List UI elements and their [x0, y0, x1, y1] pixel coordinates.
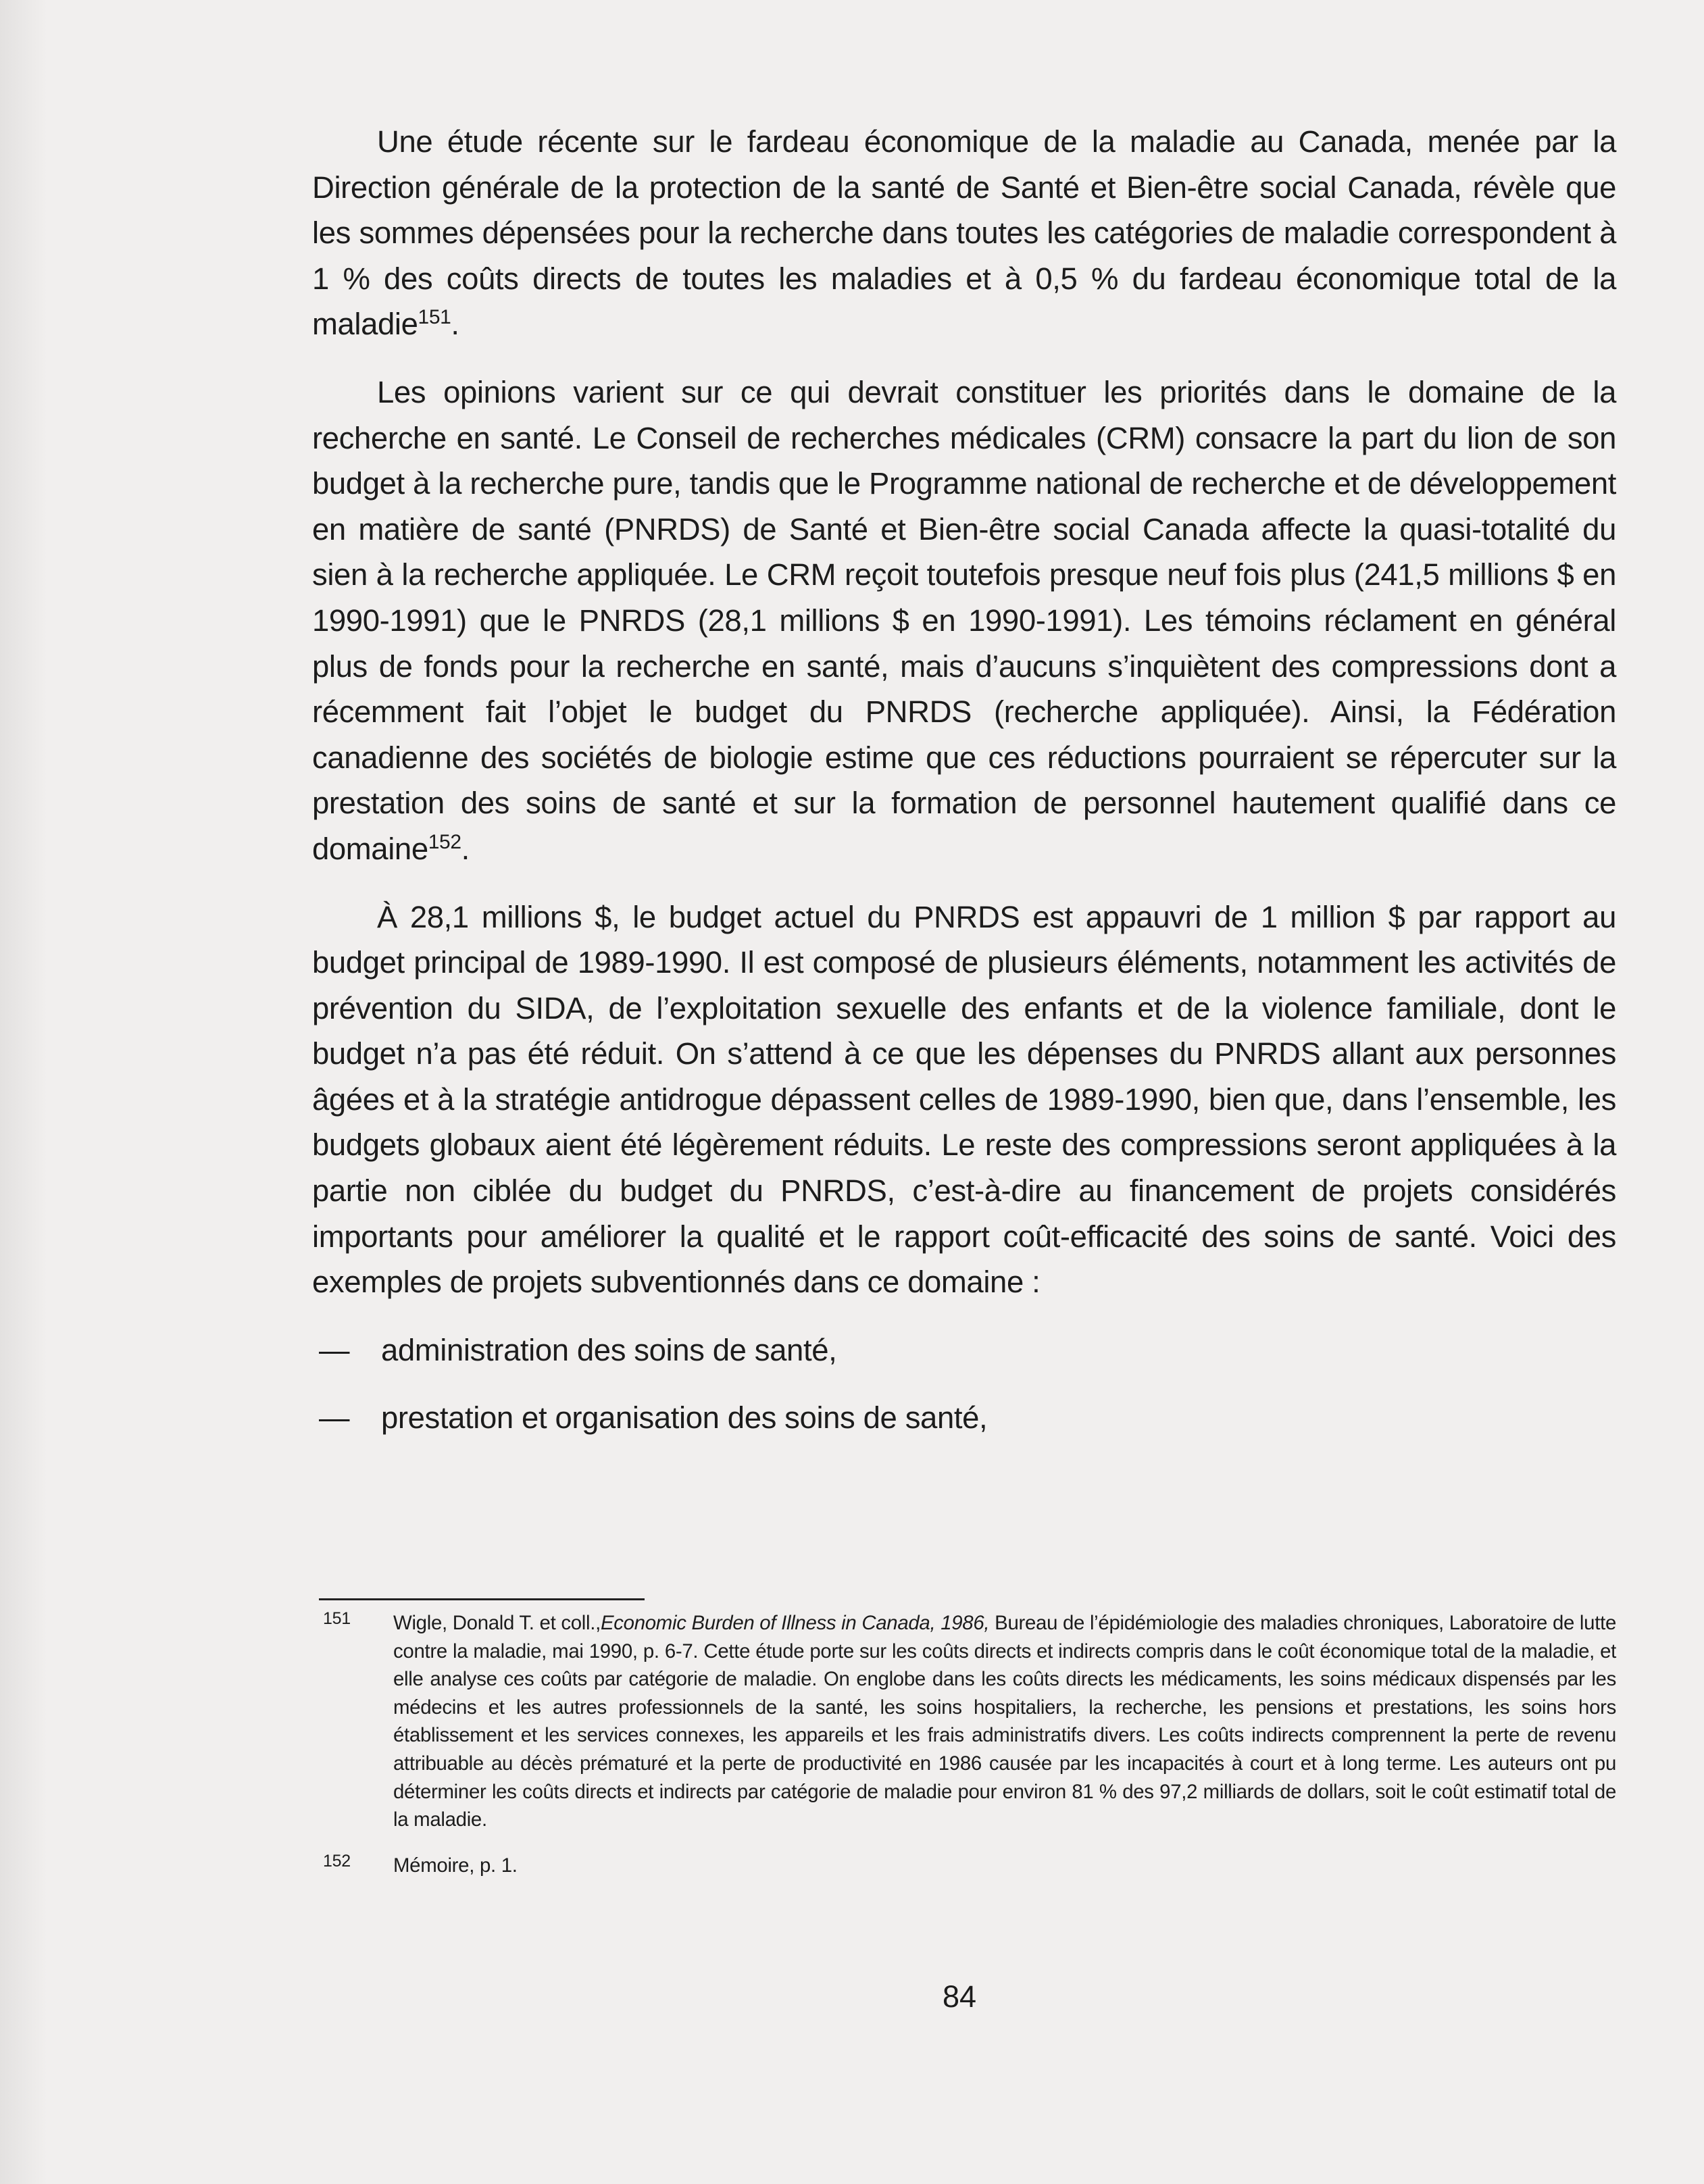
list-dash: — — [319, 1332, 350, 1367]
footnote-ref-151: 151 — [418, 306, 451, 329]
list-item — [312, 1395, 1616, 1441]
paragraph-3-text: À 28,1 millions $, le budget actuel du PNRDS est appauvri de 1 million $ par rapport au budget principal de 1989-1990. Il est composé de plusieurs éléments, notamment les activités de prévention du SIDA, de l’exploitation sexuelle des enfants et de la violence familiale, dont le budget n’a pas été réduit. On s’attend à ce que les dépenses du PNRDS allant aux personnes âgées et à la stratégie antidrogue dépassent celles de 1989-1990, bien que, dans l’ensemble, les budgets globaux aient été légèrement réduits. Le reste des compressions seront appliquées à la partie non ciblée du budget du PNRDS, c’est-à-dire au financement de projets considérés importants pour améliorer la qualité et le rapport coût-efficacité des soins de santé. Voici des exemples de projets subventionnés dans ce domaine : — [312, 899, 1616, 1300]
list-item-text: prestation et organisation des soins de santé, — [381, 1400, 988, 1436]
footnote-152 — [319, 1852, 1616, 1880]
paragraph-2-text: Les opinions varient sur ce qui devrait constituer les priorités dans le domaine de la recherche en santé. Le Conseil de recherches médicales (CRM) consacre la part du lion de son budget à la recherche pure, tandis que le Programme national de recherche et de développement en matière de santé (PNRDS) de Santé et Bien-être social Canada affecte la quasi-totalité du sien à la recherche appliquée. Le CRM reçoit toutefois presque neuf fois plus (241,5 millions $ en 1990-1991) que le PNRDS (28,1 millions $ en 1990-1991). Les témoins réclament en général plus de fonds pour la recherche en santé, mais d’aucuns s’inquiètent des compressions dont a récemment fait l’objet le budget du PNRDS (recherche appliquée). Ainsi, la Fédération canadienne des sociétés de biologie estime que ces réductions pourraient se répercuter sur la prestation des soins de santé et sur la formation de personnel hautement qualifié dans ce domaine — [312, 374, 1616, 866]
footnote-text — [393, 1609, 1616, 1834]
paragraph-2-end: . — [461, 831, 470, 866]
footnotes — [319, 1609, 1616, 1897]
paragraph-1-end: . — [451, 307, 459, 342]
footnote-ref-152: 152 — [428, 830, 461, 853]
footnote-text — [393, 1852, 1616, 1880]
footnote-separator — [319, 1598, 645, 1600]
page-edge-shadow — [0, 0, 47, 2184]
list-item — [312, 1327, 1616, 1373]
paragraph-2 — [312, 370, 1616, 872]
paragraph-3 — [312, 894, 1616, 1305]
footnote-author: Wigle, Donald T. et coll., — [393, 1612, 601, 1634]
paragraph-1-text: Une étude récente sur le fardeau économique de la maladie au Canada, menée par la Direction générale de la protection de la santé de Santé et Bien-être social Canada, révèle que les sommes dépensées pour la recherche dans toutes les catégories de maladie correspondent à 1 % des coûts directs de toutes les maladies et à 0,5 % du fardeau économique total de la maladie — [312, 124, 1616, 342]
footnote-body: Mémoire, p. 1. — [393, 1854, 518, 1877]
dash-list — [312, 1327, 1616, 1441]
list-dash: — — [319, 1400, 350, 1436]
footnote-number: 151 — [323, 1609, 351, 1628]
body-text — [312, 119, 1616, 1463]
footnote-151 — [319, 1609, 1616, 1834]
footnote-body: Bureau de l’épidémiologie des maladies chroniques, Laboratoire de lutte contre la maladie, mai 1990, p. 6-7. Cette étude porte sur les coûts directs et indirects compris dans le coût économique total de la maladie, et elle analyse ces coûts par catégorie de maladie. On englobe dans les coûts directs les médicaments, les soins médicaux dispensés par les médecins et les autres professionnels de la santé, les soins hospitaliers, la recherche, les pensions et prestations, les soins hors établissement et les services connexes, les appareils et les frais administratifs divers. Les coûts indirects comprennent la perte de revenu attribuable au décès prématuré et la perte de productivité en 1986 causée par les incapacités à court et à long terme. Les auteurs ont pu déterminer les coûts directs et indirects par catégorie de maladie pour environ 81 % des 97,2 milliards de dollars, soit le coût estimatif total de la maladie. — [393, 1612, 1616, 1831]
list-item-text: administration des soins de santé, — [381, 1332, 837, 1367]
footnote-number: 152 — [323, 1851, 351, 1871]
page-number: 84 — [942, 1979, 977, 2014]
paragraph-1 — [312, 119, 1616, 347]
footnote-title: Economic Burden of Illness in Canada, 1986, — [600, 1612, 990, 1634]
